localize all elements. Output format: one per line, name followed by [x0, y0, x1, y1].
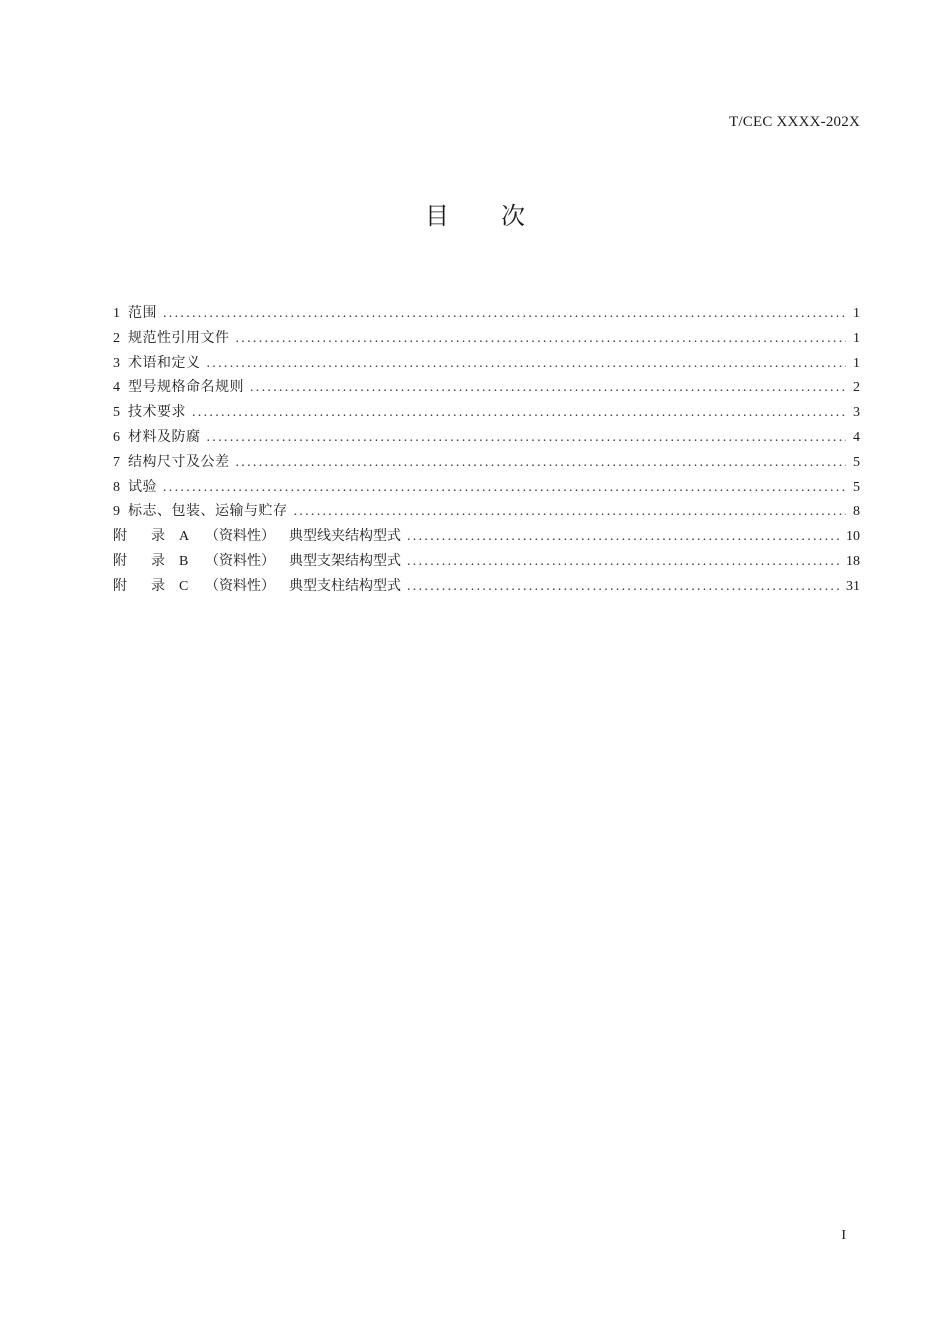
appendix-prefix-2: 录 [151, 528, 165, 545]
toc-appendix-entry[interactable] [113, 574, 860, 599]
toc-entry[interactable] [113, 499, 860, 524]
toc-entry-number: 8 [113, 479, 120, 495]
appendix-type: （资料性） [205, 552, 275, 569]
toc-entry-label: 型号规格命名规则 [128, 379, 244, 396]
appendix-letter: C [179, 578, 189, 594]
toc-entry-page: 5 [853, 454, 860, 470]
standard-code: T/CEC XXXX-202X [729, 114, 860, 130]
table-of-contents [113, 301, 860, 599]
toc-entry-number: 5 [113, 405, 120, 421]
toc-entry-label: 范围 [128, 305, 157, 321]
title-char-1: 目 [425, 202, 449, 230]
toc-entry[interactable] [113, 351, 860, 376]
toc-entry-page: 5 [853, 479, 860, 495]
toc-leader-dots [236, 451, 847, 476]
toc-entry[interactable] [113, 425, 860, 450]
toc-leader-dots [407, 575, 840, 600]
toc-leader-dots [192, 401, 846, 426]
toc-entry-page: 2 [853, 380, 860, 396]
toc-appendix-label [113, 524, 401, 550]
appendix-prefix-1: 附 [113, 528, 127, 545]
toc-entry-number: 6 [113, 429, 120, 445]
appendix-letter: B [179, 553, 189, 569]
page-number: I [841, 1228, 846, 1243]
toc-appendix-label [113, 549, 401, 575]
toc-entry-page: 1 [853, 330, 860, 346]
toc-entry-number: 7 [113, 454, 120, 470]
toc-entry-label: 标志、包装、运输与贮存 [128, 503, 288, 520]
toc-leader-dots [207, 352, 847, 377]
appendix-title: 典型支柱结构型式 [289, 577, 401, 594]
appendix-prefix-1: 附 [113, 552, 127, 569]
toc-appendix-label [113, 574, 401, 600]
toc-leader-dots [207, 426, 847, 451]
toc-entry-number: 9 [113, 504, 120, 520]
toc-leader-dots [163, 476, 846, 501]
toc-entry[interactable] [113, 400, 860, 425]
toc-entry-page: 3 [853, 405, 860, 421]
title-char-2: 次 [501, 202, 525, 230]
toc-entry-page: 4 [853, 429, 860, 445]
toc-entry-label: 试验 [128, 478, 157, 495]
toc-leader-dots [250, 376, 846, 401]
toc-leader-dots [236, 327, 847, 352]
appendix-title: 典型支架结构型式 [289, 552, 401, 569]
toc-entry-label: 结构尺寸及公差 [128, 453, 230, 470]
toc-entry[interactable] [113, 450, 860, 475]
appendix-prefix-1: 附 [113, 577, 127, 594]
appendix-prefix-2: 录 [151, 552, 165, 569]
toc-entry-label: 术语和定义 [128, 354, 201, 371]
toc-entry-page: 1 [853, 306, 860, 321]
toc-appendix-entry[interactable] [113, 524, 860, 549]
appendix-type: （资料性） [205, 577, 275, 594]
toc-entry-label: 材料及防腐 [128, 428, 201, 445]
toc-entry[interactable] [113, 301, 860, 326]
toc-entry-number: 3 [113, 355, 120, 371]
toc-entry-label: 规范性引用文件 [128, 329, 230, 346]
page-title [0, 196, 950, 231]
toc-entry[interactable] [113, 375, 860, 400]
toc-entry-label: 技术要求 [128, 404, 186, 421]
toc-entry[interactable] [113, 326, 860, 351]
toc-entry-number: 2 [113, 330, 120, 346]
toc-entry-page: 8 [853, 504, 860, 520]
toc-leader-dots [407, 525, 840, 550]
appendix-prefix-2: 录 [151, 577, 165, 594]
toc-entry-page: 31 [846, 578, 860, 594]
toc-leader-dots [163, 302, 846, 327]
toc-entry-number: 1 [113, 306, 120, 321]
toc-leader-dots [294, 500, 847, 525]
toc-entry-page: 10 [846, 529, 860, 545]
appendix-type: （资料性） [205, 528, 275, 545]
toc-entry[interactable] [113, 475, 860, 500]
appendix-letter: A [179, 529, 190, 545]
toc-entry-page: 18 [846, 553, 860, 569]
toc-appendix-entry[interactable] [113, 549, 860, 574]
toc-leader-dots [407, 550, 840, 575]
appendix-title: 典型线夹结构型式 [289, 528, 401, 545]
toc-entry-page: 1 [853, 355, 860, 371]
toc-entry-number: 4 [113, 380, 120, 396]
